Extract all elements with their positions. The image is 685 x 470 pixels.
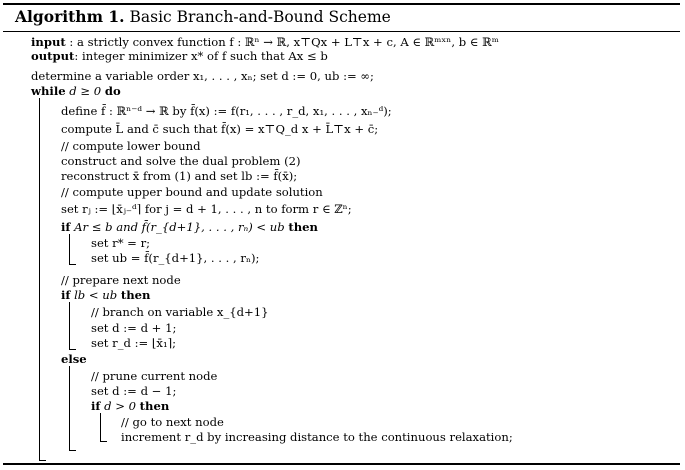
set-r-line: set rⱼ := ⌊x̄ⱼ₋ᵈ⌉ for j = d + 1, . . . , n to form r ∈ ℤⁿ; xyxy=(61,202,352,216)
comment-branch: // branch on variable x_{d+1} xyxy=(91,305,269,319)
reconstruct-line: reconstruct x̄ from (1) and set lb := f̄(x̄); xyxy=(61,169,298,183)
caption-label: Algorithm 1. xyxy=(15,7,125,26)
then-keyword: then xyxy=(288,220,318,234)
top-rule xyxy=(3,3,680,5)
output-text: : integer minimizer x* of f such that Ax ≤ b xyxy=(74,49,328,63)
else-line xyxy=(61,352,87,366)
order-line: determine a variable order x₁, . . . , xₙ; set d := 0, ub := ∞; xyxy=(31,69,374,83)
define-line: define f̄ : ℝⁿ⁻ᵈ → ℝ by f̄(x) := f(r₁, . . . , r_d, x₁, . . . , xₙ₋ᵈ); xyxy=(61,104,392,118)
if-bound-condition: lb < ub xyxy=(70,288,121,302)
if-feasible-bracket xyxy=(69,234,76,265)
comment-prune: // prune current node xyxy=(91,369,218,383)
else-keyword: else xyxy=(61,352,87,366)
input-keyword: input xyxy=(31,35,66,49)
input-text: : a strictly convex function f : ℝⁿ → ℝ, x⊤Qx + L⊤x + c, A ∈ ℝᵐˣⁿ, b ∈ ℝᵐ xyxy=(65,35,499,49)
dual-line: construct and solve the dual problem (2) xyxy=(61,154,301,168)
comment-prepare: // prepare next node xyxy=(61,273,181,287)
if-feasible-line xyxy=(61,220,318,234)
output-keyword: output xyxy=(31,49,75,63)
comment-goto: // go to next node xyxy=(121,415,224,429)
while-block-bracket xyxy=(39,98,46,461)
caption-title: Basic Branch-and-Bound Scheme xyxy=(129,8,391,26)
if-bound-line: if lb < ub then xyxy=(61,288,151,302)
if-feasible-condition: Ar ≤ b and f̄(r_{d+1}, . . . , rₙ) < ub xyxy=(70,220,289,234)
while-keyword: while xyxy=(31,84,66,98)
compute-line: compute L̄ and c̄ such that f̄(x) = x⊤Q_d x + L̄⊤x + c̄; xyxy=(61,122,379,136)
if-depth-condition: d > 0 xyxy=(100,399,140,413)
while-condition: d ≥ 0 xyxy=(65,84,105,98)
if-keyword: if xyxy=(61,220,71,234)
if-depth-bracket xyxy=(100,413,107,442)
set-rd-line: set r_d := ⌊x̄₁⌉; xyxy=(91,336,177,350)
input-line xyxy=(31,35,499,49)
comment-lower-bound: // compute lower bound xyxy=(61,139,201,153)
bottom-rule xyxy=(3,463,680,465)
do-keyword: do xyxy=(104,84,121,98)
caption-rule xyxy=(3,31,680,32)
else-bracket xyxy=(69,366,76,451)
increment-line: increment r_d by increasing distance to the continuous relaxation; xyxy=(121,430,513,444)
set-d-minus-line: set d := d − 1; xyxy=(91,384,177,398)
algorithm-caption xyxy=(15,7,391,26)
if-depth-line: if d > 0 then xyxy=(91,399,170,413)
comment-upper-bound: // compute upper bound and update solution xyxy=(61,185,323,199)
if-bound-bracket xyxy=(69,302,76,350)
set-rstar-line: set r* = r; xyxy=(91,236,151,250)
while-line xyxy=(31,84,121,98)
set-ub-line: set ub = f̄(r_{d+1}, . . . , rₙ); xyxy=(91,251,260,265)
output-line xyxy=(31,49,328,63)
set-d-plus-line: set d := d + 1; xyxy=(91,321,177,335)
algorithm-box xyxy=(3,3,680,465)
